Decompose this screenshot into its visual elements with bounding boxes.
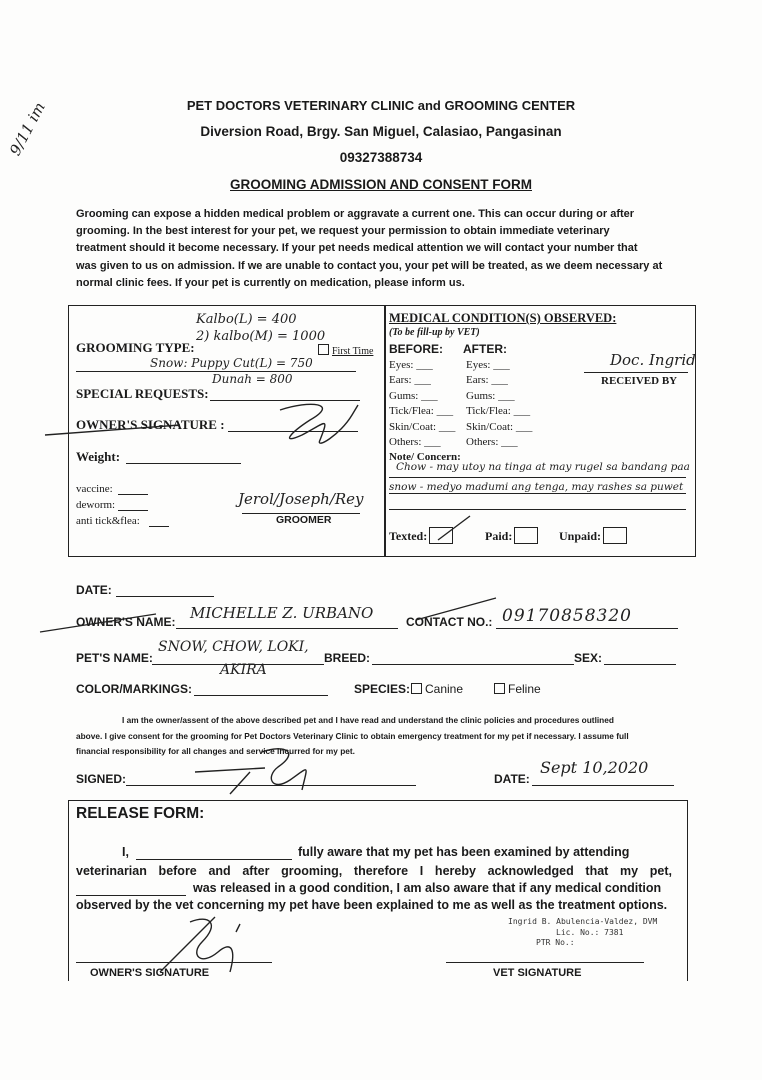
owner-signature-release-line bbox=[76, 962, 272, 963]
paid-checkbox[interactable] bbox=[514, 527, 538, 544]
consent-line: financial responsibility for all changes and service incurred for my pet. bbox=[76, 746, 355, 756]
after-item: Eyes: ___ bbox=[466, 359, 510, 371]
vet-signature-line bbox=[446, 962, 644, 963]
color-markings-line bbox=[194, 695, 328, 696]
feline-label: Feline bbox=[508, 682, 541, 696]
clinic-phone: 09327388734 bbox=[339, 150, 423, 165]
first-time-option[interactable] bbox=[318, 344, 373, 357]
contact-label: CONTACT NO.: bbox=[406, 615, 493, 629]
groomer-label: GROOMER bbox=[276, 514, 332, 526]
vet-signature-label: VET SIGNATURE bbox=[493, 967, 582, 979]
intro-paragraph bbox=[76, 206, 688, 292]
paid-label: Paid: bbox=[485, 529, 513, 543]
weight-line bbox=[126, 463, 241, 464]
release-line-4: observed by the vet concerning my pet have been explained to me as well as the treatment options. bbox=[76, 898, 668, 912]
received-by-handwritten: Doc. Ingrid bbox=[610, 351, 696, 369]
grooming-type-label: GROOMING TYPE: bbox=[76, 340, 195, 355]
breed-label: BREED: bbox=[324, 651, 371, 665]
pet-name-label: PET'S NAME: bbox=[76, 651, 153, 665]
breed-line bbox=[372, 664, 574, 665]
first-time-checkbox[interactable] bbox=[318, 344, 329, 355]
species-label: SPECIES: bbox=[354, 682, 411, 696]
unpaid-field[interactable] bbox=[559, 527, 627, 544]
intro-line: grooming. In the best interest for your pet, we request your permission to obtain immediate veterinary bbox=[76, 225, 610, 238]
weight-label: Weight: bbox=[76, 449, 121, 464]
release-form-title: RELEASE FORM: bbox=[76, 805, 205, 822]
medical-conditions-subtitle: (To be fill-up by VET) bbox=[389, 327, 480, 338]
after-item: Gums: ___ bbox=[466, 389, 515, 402]
after-item: Others: ___ bbox=[466, 436, 518, 449]
canine-checkbox[interactable] bbox=[411, 683, 422, 694]
note-handwritten-1: Chow - may utoy na tinga at may rugel sa bandang paa bbox=[396, 461, 690, 473]
color-markings-label: COLOR/MARKINGS: bbox=[76, 682, 192, 696]
stamp-license: Lic. No.: 7381 bbox=[556, 927, 624, 937]
feline-checkbox[interactable] bbox=[494, 683, 505, 694]
first-time-label: First Time bbox=[332, 346, 374, 357]
canine-option[interactable] bbox=[411, 682, 463, 696]
grooming-handwritten-2: 2) kalbo(M) = 1000 bbox=[196, 329, 326, 344]
owner-name-handwritten: MICHELLE Z. URBANO bbox=[190, 604, 374, 622]
note-handwritten-2: snow - medyo madumi ang tenga, may rashes sa puwet bbox=[389, 481, 684, 493]
release-pet-line bbox=[76, 895, 186, 896]
clinic-address: Diversion Road, Brgy. San Miguel, Calasiao, Pangasinan bbox=[200, 124, 562, 139]
canine-label: Canine bbox=[425, 682, 464, 696]
owner-name-label: OWNER'S NAME: bbox=[76, 615, 176, 629]
note-line bbox=[389, 493, 686, 494]
anti-tick-line bbox=[149, 526, 169, 527]
before-item: Others: ___ bbox=[389, 436, 441, 449]
texted-check-mark bbox=[434, 512, 474, 544]
anti-tick-label: anti tick&flea: bbox=[76, 515, 140, 527]
note-label: Note/ Concern: bbox=[389, 451, 461, 463]
feline-option[interactable] bbox=[494, 682, 541, 696]
grooming-handwritten-3: Snow: Puppy Cut(L) = 750 bbox=[150, 356, 313, 370]
unpaid-checkbox[interactable] bbox=[603, 527, 627, 544]
before-item: Skin/Coat: ___ bbox=[389, 420, 456, 433]
deworm-label: deworm: bbox=[76, 499, 116, 511]
before-item: Eyes: ___ bbox=[389, 359, 433, 371]
sex-label: SEX: bbox=[574, 651, 603, 665]
owner-name-pen-stroke bbox=[36, 592, 506, 637]
signed-date-line bbox=[532, 785, 674, 786]
after-item: Skin/Coat: ___ bbox=[466, 420, 533, 433]
grooming-handwritten-1: Kalbo(L) = 400 bbox=[196, 312, 297, 327]
stamp-name: Ingrid B. Abulencia-Valdez, DVM bbox=[508, 917, 658, 926]
release-owner-signature-label: OWNER'S SIGNATURE bbox=[90, 967, 210, 979]
stamp-ptr: PTR No.: bbox=[536, 938, 575, 947]
intro-line: normal clinic fees. If your pet is currently on medication, please inform us. bbox=[76, 276, 465, 289]
vaccine-line bbox=[118, 494, 148, 495]
before-item: Ears: ___ bbox=[389, 374, 431, 387]
signed-label: SIGNED: bbox=[76, 772, 127, 786]
before-label: BEFORE: bbox=[389, 342, 443, 356]
pet-name-handwritten-1: SNOW, CHOW, LOKI, bbox=[158, 639, 309, 655]
contact-line bbox=[496, 628, 678, 629]
medical-conditions-title: MEDICAL CONDITION(S) OBSERVED: bbox=[389, 311, 617, 325]
release-line-2: veterinarian before and after grooming, therefore I hereby acknowledged that my pet, bbox=[76, 864, 672, 878]
groomer-handwritten: Jerol/Joseph/Rey bbox=[238, 490, 364, 508]
deworm-line bbox=[118, 510, 148, 511]
special-requests-label: SPECIAL REQUESTS: bbox=[76, 386, 209, 401]
vet-stamp bbox=[508, 917, 657, 949]
received-by-label: RECEIVED BY bbox=[601, 375, 678, 387]
consent-line: above. I give consent for the grooming for Pet Doctors Veterinary Clinic to obtain emergency treatment for my pet if necessary. I assume full bbox=[76, 730, 629, 741]
form-title: GROOMING ADMISSION AND CONSENT FORM bbox=[230, 177, 532, 192]
consent-paragraph bbox=[76, 713, 686, 760]
owner-signature-label: OWNER'S SIGNATURE : bbox=[76, 417, 225, 432]
sex-line bbox=[604, 664, 676, 665]
date-label: DATE: bbox=[76, 583, 112, 597]
table-divider bbox=[384, 306, 386, 556]
note-line bbox=[389, 509, 686, 510]
release-name-line bbox=[136, 859, 292, 860]
texted-label: Texted: bbox=[389, 529, 428, 543]
signed-date-label: DATE: bbox=[494, 772, 530, 786]
contact-handwritten: 09170858320 bbox=[502, 606, 632, 626]
paid-field[interactable] bbox=[485, 527, 538, 544]
intro-line: Grooming can expose a hidden medical problem or aggravate a current one. This can occur during or after bbox=[76, 208, 635, 220]
signed-date-handwritten: Sept 10,2020 bbox=[540, 758, 649, 777]
before-item: Gums: ___ bbox=[389, 389, 438, 402]
grooming-handwritten-4: Dunah = 800 bbox=[212, 372, 293, 386]
margin-handwritten-note: 9/11 im bbox=[6, 99, 49, 159]
note-line bbox=[389, 477, 686, 478]
signed-signature-scribble bbox=[190, 742, 340, 797]
after-list bbox=[466, 358, 532, 450]
clinic-name: PET DOCTORS VETERINARY CLINIC and GROOMING CENTER bbox=[186, 98, 576, 113]
before-item: Tick/Flea: ___ bbox=[389, 405, 454, 418]
after-item: Ears: ___ bbox=[466, 374, 508, 387]
before-list bbox=[389, 358, 455, 450]
pet-name-handwritten-2: AKIRA bbox=[220, 662, 267, 678]
received-by-line bbox=[584, 372, 688, 373]
owner-signature-scribble bbox=[40, 395, 370, 455]
intro-line: was given to us on admission. If we are unable to contact you, your pet will be treated, as we deem necessary at bbox=[76, 259, 663, 272]
intro-line: treatment should it become necessary. If your pet needs medical attention we will contact your number that bbox=[76, 242, 638, 255]
vaccine-label: vaccine: bbox=[76, 483, 113, 495]
after-item: Tick/Flea: ___ bbox=[466, 405, 531, 418]
consent-line: I am the owner/assent of the above described pet and I have read and understand the clinic policies and procedures outlined bbox=[122, 715, 614, 725]
unpaid-label: Unpaid: bbox=[559, 529, 602, 543]
after-label: AFTER: bbox=[463, 342, 507, 356]
